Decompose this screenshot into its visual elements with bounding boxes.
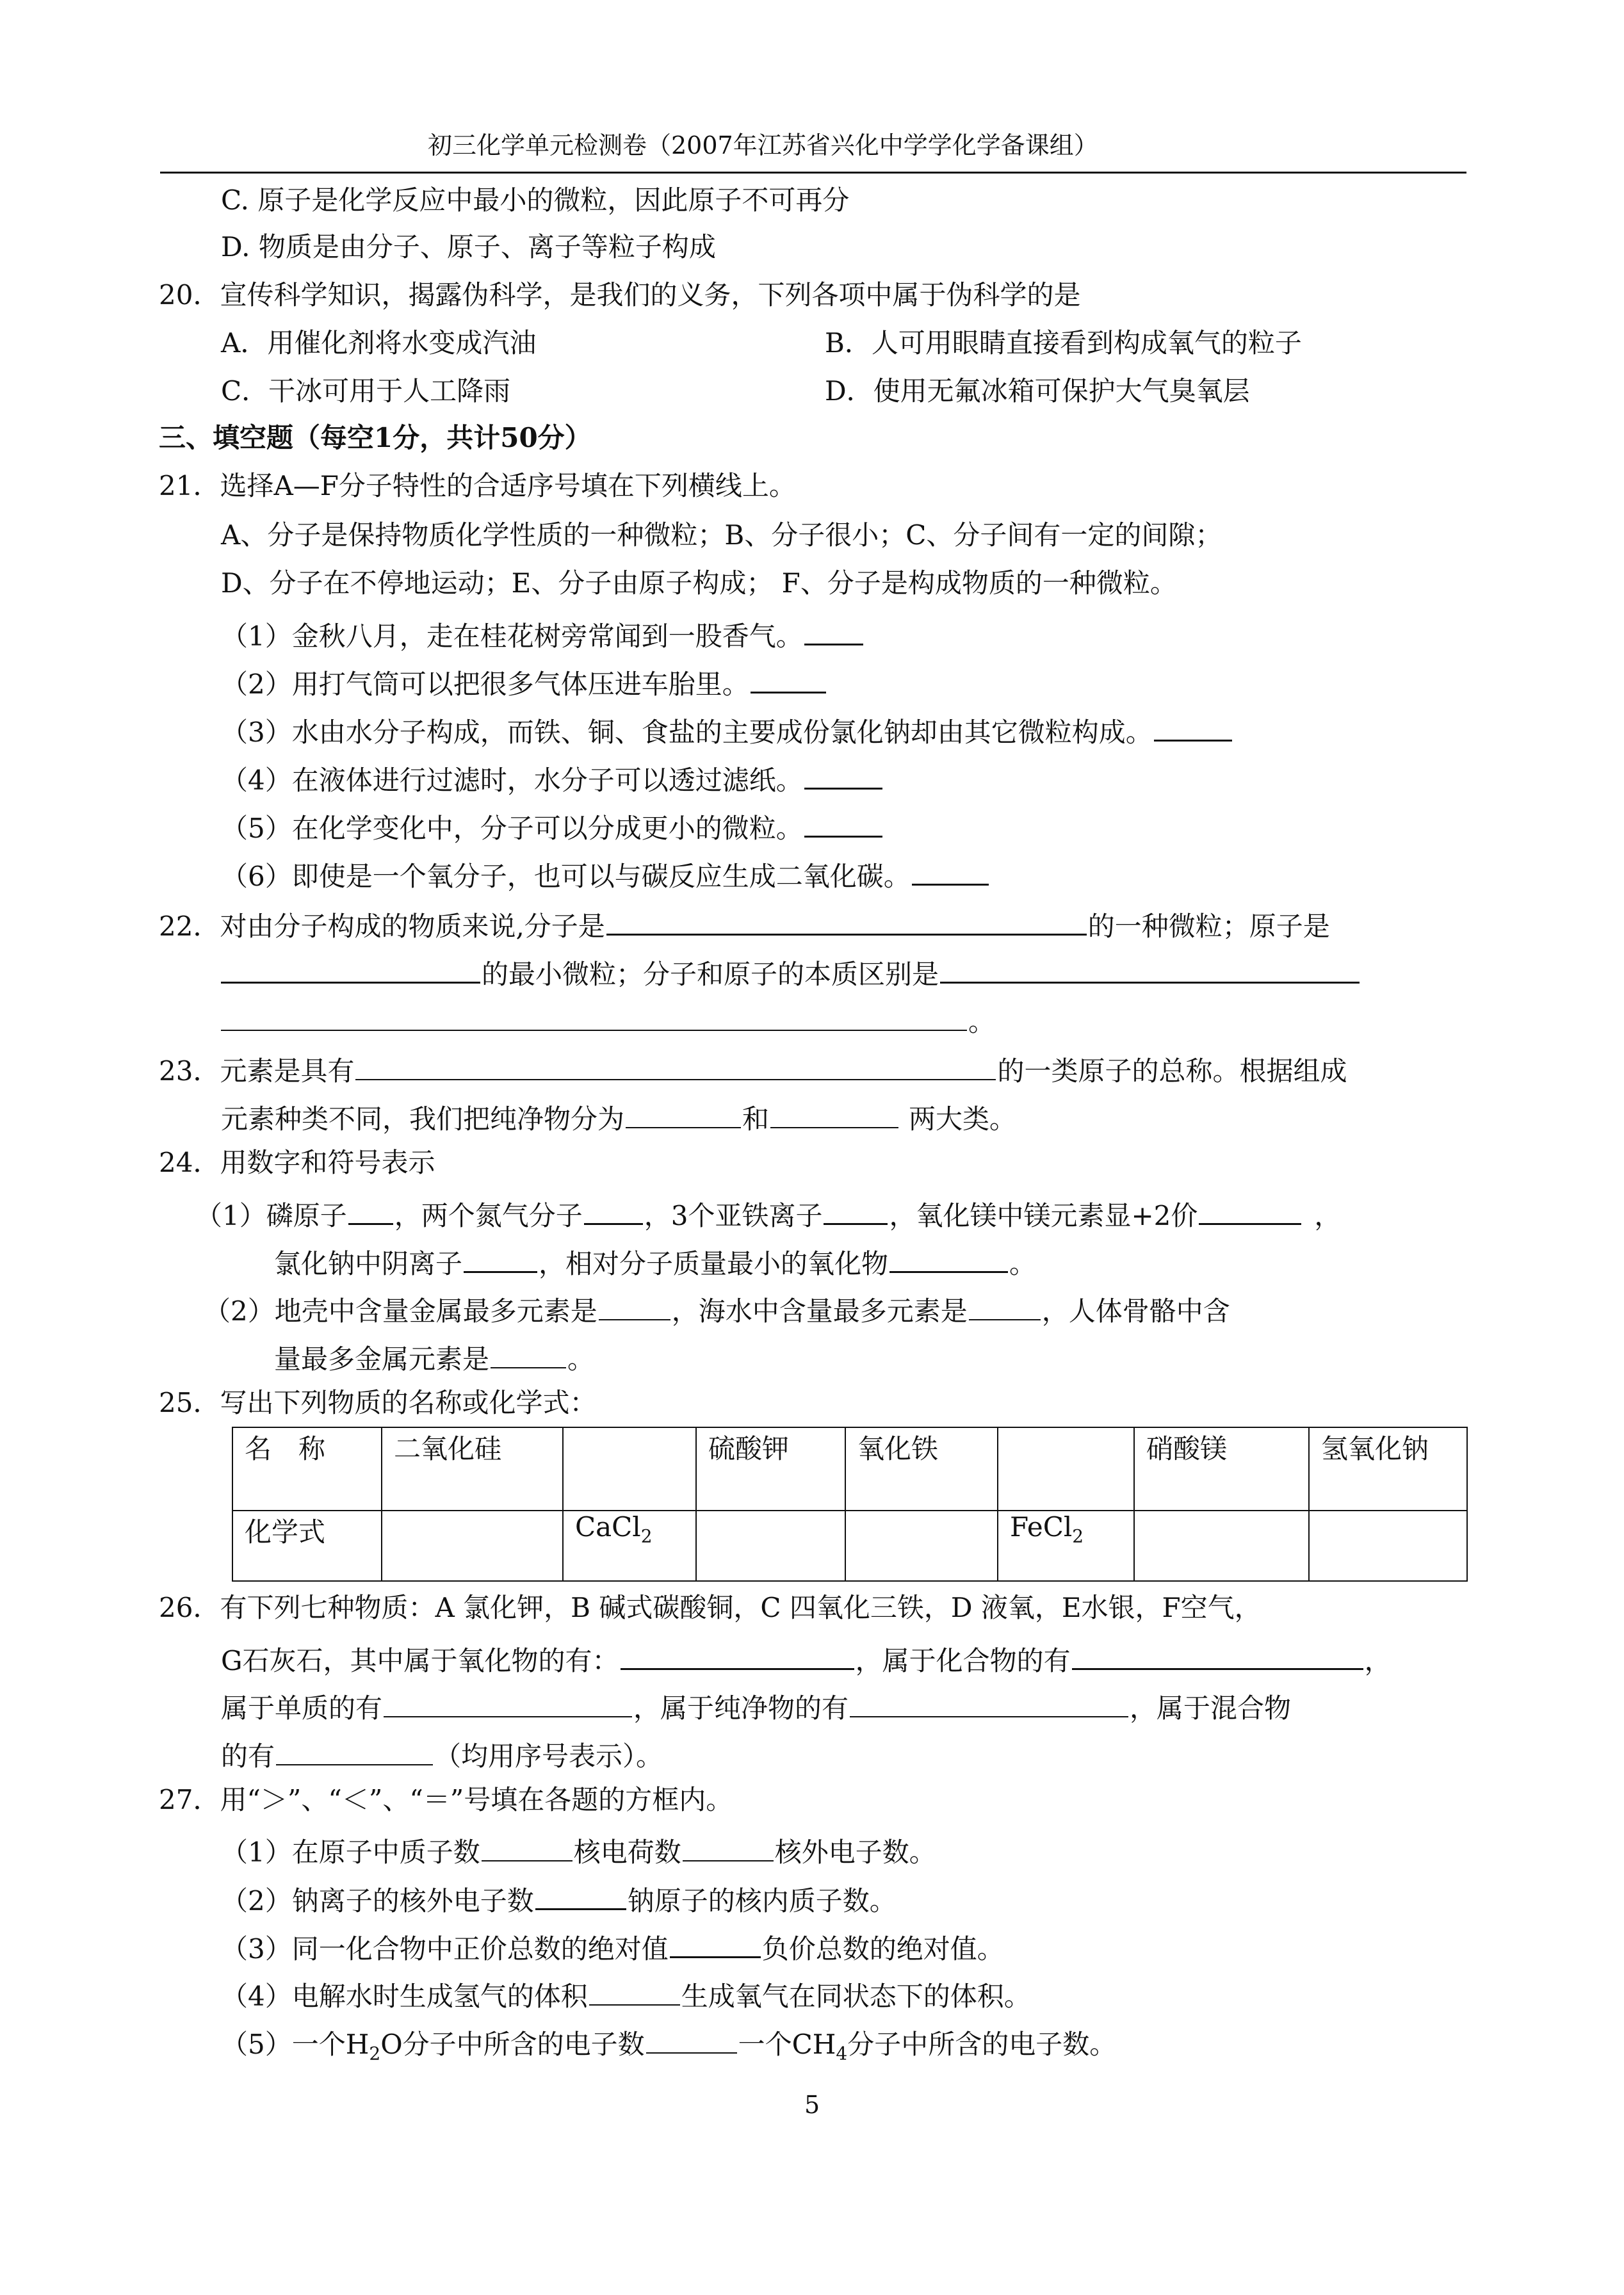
answer-blank[interactable]: [482, 1835, 572, 1861]
q24-text: ，3个亚铁离子: [644, 1200, 823, 1231]
formula-subscript: 2: [640, 1525, 653, 1547]
table-cell: 二氧化硅: [382, 1427, 563, 1511]
q19-option-c: C. 原子是化学反应中最小的微粒，因此原子不可再分: [221, 184, 850, 216]
q21-item: [221, 618, 865, 650]
q21-item-text: （1）金秋八月，走在桂花树旁常闻到一股香气。: [221, 620, 803, 652]
q22-text: 22．对由分子构成的物质来说,分子是: [159, 911, 605, 942]
answer-blank[interactable]: [606, 908, 1087, 936]
q26-line1: 26．有下列七种物质：A 氯化钾，B 碱式碳酸铜，C 四氧化三铁，D 液氧，E水银，F空气，: [159, 1592, 1262, 1623]
answer-blank[interactable]: [276, 1739, 433, 1765]
q27-item: [221, 1979, 1031, 2010]
answer-blank[interactable]: [969, 1293, 1041, 1320]
q26-text: （均用序号表示）。: [434, 1740, 663, 1772]
q27-text: 钠原子的核内质子数。: [627, 1885, 897, 1917]
q27-text: 负价总数的绝对值。: [761, 1933, 1004, 1965]
q26-text: ，属于纯净物的有: [633, 1692, 849, 1724]
q27-item: [221, 1883, 897, 1915]
table-cell: 氢氧化钠: [1309, 1427, 1467, 1511]
q20-option-b: B．人可用眼睛直接看到构成氧气的粒子: [825, 327, 1302, 359]
q27-text: 核电荷数: [573, 1837, 681, 1868]
answer-blank[interactable]: [221, 956, 480, 984]
q27-text: O分子中所含的电子数: [380, 2029, 645, 2060]
q21-item: [221, 714, 1233, 746]
q24-text: ，人体骨骼中含: [1041, 1295, 1230, 1327]
answer-blank[interactable]: [770, 1101, 898, 1128]
q26-text: ，: [1364, 1645, 1392, 1676]
q22-line2: [221, 956, 1361, 988]
q24-text: 氯化钠中阴离子: [274, 1248, 463, 1279]
table-header-cell: 名 称: [232, 1427, 382, 1511]
q19-option-d: D. 物质是由分子、原子、离子等粒子构成: [221, 231, 716, 263]
q24-text: ，海水中含量最多元素是: [671, 1295, 968, 1327]
formula-text: CaCl: [575, 1511, 641, 1543]
table-cell: [998, 1511, 1134, 1581]
q24-text: （2）地壳中含量金属最多元素是: [204, 1295, 597, 1327]
answer-blank[interactable]: [804, 762, 882, 790]
q27-text: （3）同一化合物中正价总数的绝对值: [221, 1933, 669, 1965]
page-header-title: 初三化学单元检测卷（2007年江苏省兴化中学学化学备课组）: [428, 131, 1098, 159]
q26-text: 的有: [221, 1740, 275, 1772]
q23-text: 两大类。: [909, 1103, 1017, 1135]
q20-option-c: C．干冰可用于人工降雨: [221, 375, 511, 407]
answer-blank[interactable]: [1072, 1642, 1363, 1670]
answer-blank[interactable]: [589, 1979, 680, 2006]
q23-line2: [221, 1101, 1016, 1133]
q26-line4: [221, 1739, 663, 1770]
q22-text: 。: [968, 1006, 996, 1037]
table-cell[interactable]: [696, 1511, 845, 1581]
table-cell: 氧化铁: [845, 1427, 998, 1511]
q24-text: ，相对分子质量最小的氧化物: [539, 1248, 889, 1279]
q24-text: 。: [567, 1343, 595, 1375]
q27-text: 生成氧气在同状态下的体积。: [681, 1981, 1031, 2012]
q24-text: ，氧化镁中镁元素显+2价: [889, 1200, 1198, 1231]
q24-text: 。: [1009, 1248, 1037, 1279]
answer-blank[interactable]: [850, 1691, 1128, 1717]
q27-stem: 27．用“＞”、“＜”、“＝”号填在各题的方框内。: [159, 1784, 733, 1815]
q20-option-d: D．使用无氟冰箱可保护大气臭氧层: [825, 375, 1250, 407]
q22-line1: [159, 908, 1330, 940]
q23-line1: [159, 1053, 1347, 1085]
formula-subscript: 2: [369, 2043, 381, 2064]
q25-stem: 25．写出下列物质的名称或化学式：: [159, 1387, 597, 1418]
q26-text: ，属于化合物的有: [855, 1645, 1071, 1676]
answer-blank[interactable]: [355, 1053, 996, 1080]
q26-text: 属于单质的有: [221, 1692, 383, 1724]
formula-subscript: 2: [1072, 1525, 1084, 1547]
answer-blank[interactable]: [889, 1245, 1008, 1273]
answer-blank[interactable]: [683, 1835, 774, 1861]
formula-subscript: 4: [836, 2043, 848, 2064]
header-rule: [160, 172, 1466, 174]
answer-blank[interactable]: [751, 666, 826, 693]
q26-line3: [221, 1691, 1291, 1722]
table-cell: [563, 1511, 696, 1581]
answer-blank[interactable]: [384, 1691, 632, 1717]
q24-text: ，两个氮气分子: [394, 1200, 583, 1231]
table-cell: 硫酸钾: [696, 1427, 845, 1511]
answer-blank[interactable]: [221, 1004, 967, 1031]
section-title: 三、填空题（每空1分，共计50分）: [159, 422, 592, 453]
q24-stem: 24．用数字和符号表示: [159, 1147, 435, 1178]
formula-text: FeCl: [1010, 1511, 1073, 1543]
q23-text: 元素种类不同，我们把纯净物分为: [221, 1103, 625, 1135]
q27-text: （2）钠离子的核外电子数: [221, 1885, 534, 1917]
answer-blank[interactable]: [940, 956, 1360, 984]
answer-blank[interactable]: [646, 2027, 737, 2054]
answer-blank[interactable]: [584, 1197, 643, 1225]
answer-blank[interactable]: [1154, 714, 1232, 742]
q23-text: 23．元素是具有: [159, 1055, 355, 1087]
q21-item: [221, 810, 884, 842]
q21-item: [221, 858, 990, 890]
table-cell[interactable]: [563, 1427, 696, 1511]
q27-item: [221, 2027, 1116, 2063]
q21-item-text: （4）在液体进行过滤时，水分子可以透过滤纸。: [221, 765, 803, 796]
q23-text: 的一类原子的总称。根据组成: [997, 1055, 1347, 1087]
q27-text: 分子中所含的电子数。: [847, 2029, 1117, 2060]
q27-text: 核外电子数。: [774, 1837, 936, 1868]
q24-line2: [274, 1245, 1036, 1277]
q25-table: [232, 1427, 1468, 1582]
answer-blank[interactable]: [348, 1197, 393, 1225]
page-number: 5: [804, 2091, 820, 2119]
q22-line3: [221, 1004, 995, 1035]
q22-text: 的最小微粒；分子和原子的本质区别是: [482, 959, 939, 990]
q22-text: 的一种微粒；原子是: [1087, 911, 1330, 942]
q24-line1: [195, 1197, 1341, 1229]
answer-blank[interactable]: [804, 810, 882, 838]
answer-blank[interactable]: [1199, 1197, 1301, 1225]
q21-item-text: （6）即使是一个氧分子，也可以与碳反应生成二氧化碳。: [221, 861, 911, 892]
q27-text: （1）在原子中质子数: [221, 1837, 480, 1868]
q27-item: [221, 1835, 936, 1866]
q24-line4: [274, 1342, 594, 1373]
answer-blank[interactable]: [621, 1642, 854, 1670]
q27-item: [221, 1931, 1004, 1963]
q21-item-text: （5）在化学变化中，分子可以分成更小的微粒。: [221, 813, 803, 844]
table-cell[interactable]: [1134, 1511, 1309, 1581]
answer-blank[interactable]: [912, 858, 989, 886]
q26-line2: [221, 1642, 1392, 1675]
table-cell: 硝酸镁: [1134, 1427, 1309, 1511]
answer-blank[interactable]: [824, 1197, 888, 1225]
q26-text: G石灰石，其中属于氧化物的有：: [221, 1645, 619, 1676]
q21-item: [221, 762, 884, 794]
table-cell[interactable]: [1309, 1511, 1467, 1581]
q27-text: （5）一个H: [221, 2029, 369, 2060]
q21-options-line2: D、分子在不停地运动；E、分子由原子构成； F、分子是构成物质的一种微粒。: [221, 567, 1177, 599]
answer-blank[interactable]: [535, 1883, 626, 1910]
answer-blank[interactable]: [670, 1931, 761, 1958]
q21-options-line1: A、分子是保持物质化学性质的一种微粒；B、分子很小；C、分子间有一定的间隙；: [221, 519, 1222, 551]
q24-text: （1）磷原子: [195, 1200, 347, 1231]
q21-stem: 21．选择A—F分子特性的合适序号填在下列横线上。: [159, 470, 796, 501]
q24-text: ，: [1314, 1200, 1342, 1231]
table-cell[interactable]: [845, 1511, 998, 1581]
q27-text: 一个CH: [738, 2029, 836, 2060]
answer-blank[interactable]: [599, 1293, 670, 1320]
q21-item: [221, 666, 827, 698]
table-cell[interactable]: [998, 1427, 1134, 1511]
table-header-cell: 化学式: [232, 1511, 382, 1581]
answer-blank[interactable]: [804, 618, 863, 645]
q24-line3: [204, 1293, 1230, 1325]
table-cell[interactable]: [382, 1511, 563, 1581]
answer-blank[interactable]: [491, 1342, 566, 1368]
q21-item-text: （2）用打气筒可以把很多气体压进车胎里。: [221, 669, 749, 700]
answer-blank[interactable]: [626, 1101, 741, 1128]
q20-stem: 20．宣传科学知识，揭露伪科学，是我们的义务，下列各项中属于伪科学的是: [159, 279, 1081, 311]
q21-item-text: （3）水由水分子构成，而铁、铜、食盐的主要成份氯化钠却由其它微粒构成。: [221, 717, 1153, 748]
q27-text: （4）电解水时生成氢气的体积: [221, 1981, 588, 2012]
answer-blank[interactable]: [464, 1245, 537, 1273]
q23-text: 和: [742, 1103, 770, 1135]
q24-text: 量最多金属元素是: [274, 1343, 490, 1375]
q26-text: ，属于混合物: [1130, 1692, 1292, 1724]
q20-option-a: A．用催化剂将水变成汽油: [221, 327, 537, 359]
